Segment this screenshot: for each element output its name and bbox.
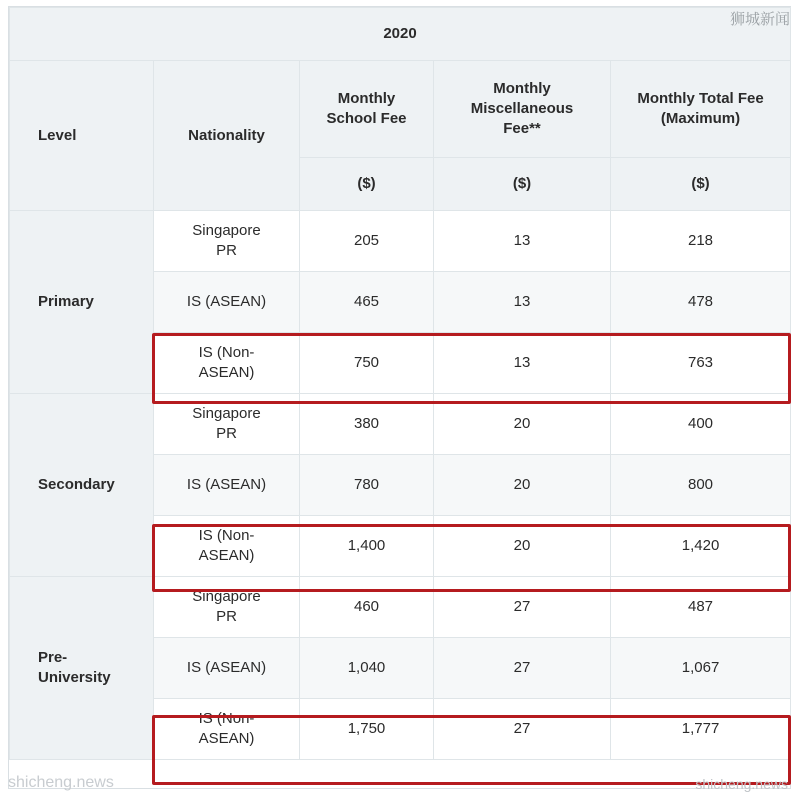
misc-fee-cell: 13 <box>434 333 611 394</box>
fee-table <box>9 7 791 760</box>
misc-fee-cell: 27 <box>434 699 611 760</box>
school-fee-cell: 1,750 <box>300 699 434 760</box>
misc-fee-cell: 13 <box>434 211 611 272</box>
school-fee-cell: 1,400 <box>300 516 434 577</box>
misc-fee-cell: 27 <box>434 577 611 638</box>
total-fee-cell: 1,420 <box>611 516 791 577</box>
level-primary: Primary <box>10 211 154 394</box>
nationality-cell: IS (Non-ASEAN) <box>154 699 300 760</box>
watermark-bottom-left: shicheng.news <box>8 774 114 791</box>
nationality-header: Nationality <box>154 61 300 211</box>
nationality-cell: Singapore PR <box>154 577 300 638</box>
watermark-top-right: 狮城新闻 <box>729 11 790 28</box>
total-fee-cell: 400 <box>611 394 791 455</box>
misc-fee-cell: 13 <box>434 272 611 333</box>
school-fee-cell: 465 <box>300 272 434 333</box>
nationality-cell: Singapore PR <box>154 394 300 455</box>
year-header: 2020 <box>10 8 791 61</box>
nationality-cell: IS (ASEAN) <box>154 455 300 516</box>
misc-fee-header: Monthly Miscellaneous Fee** <box>434 61 611 158</box>
school-fee-header: Monthly School Fee <box>300 61 434 158</box>
total-fee-unit: ($) <box>611 158 791 211</box>
total-fee-cell: 800 <box>611 455 791 516</box>
total-fee-cell: 1,777 <box>611 699 791 760</box>
school-fee-cell: 750 <box>300 333 434 394</box>
level-secondary: Secondary <box>10 394 154 577</box>
total-fee-cell: 218 <box>611 211 791 272</box>
level-pre-university: Pre-University <box>10 577 154 760</box>
total-fee-cell: 487 <box>611 577 791 638</box>
nationality-cell: IS (Non-ASEAN) <box>154 516 300 577</box>
school-fee-cell: 460 <box>300 577 434 638</box>
school-fee-cell: 205 <box>300 211 434 272</box>
watermark-bottom-right: shicheng.news <box>695 776 788 792</box>
total-fee-cell: 478 <box>611 272 791 333</box>
misc-fee-unit: ($) <box>434 158 611 211</box>
school-fee-cell: 1,040 <box>300 638 434 699</box>
misc-fee-cell: 20 <box>434 455 611 516</box>
misc-fee-cell: 27 <box>434 638 611 699</box>
level-header: Level <box>10 61 154 211</box>
total-fee-header: Monthly Total Fee (Maximum) <box>611 61 791 158</box>
nationality-cell: IS (ASEAN) <box>154 272 300 333</box>
nationality-cell: IS (ASEAN) <box>154 638 300 699</box>
misc-fee-cell: 20 <box>434 394 611 455</box>
nationality-cell: Singapore PR <box>154 211 300 272</box>
total-fee-cell: 1,067 <box>611 638 791 699</box>
school-fee-cell: 780 <box>300 455 434 516</box>
school-fee-unit: ($) <box>300 158 434 211</box>
misc-fee-cell: 20 <box>434 516 611 577</box>
school-fee-cell: 380 <box>300 394 434 455</box>
total-fee-cell: 763 <box>611 333 791 394</box>
nationality-cell: IS (Non-ASEAN) <box>154 333 300 394</box>
